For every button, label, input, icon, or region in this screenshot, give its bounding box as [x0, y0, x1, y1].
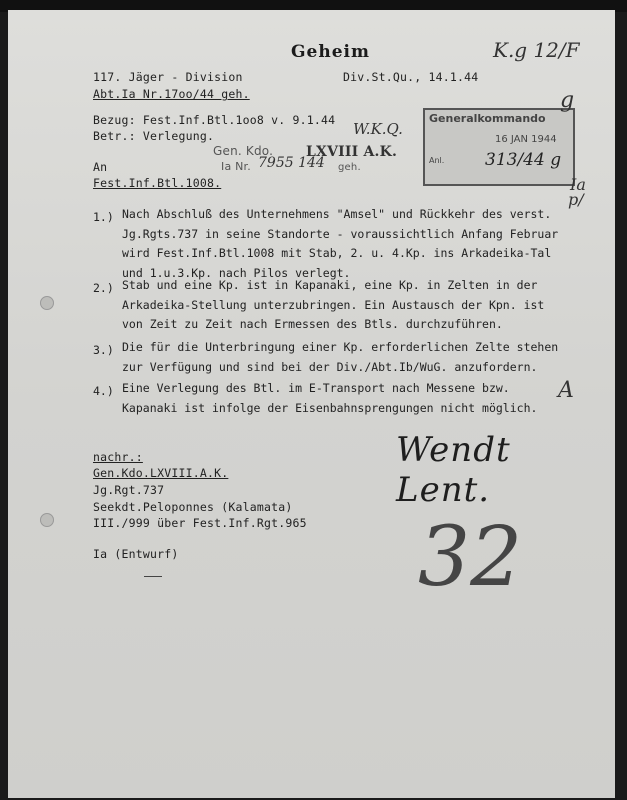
corps-stamp-line1: Gen. Kdo.: [213, 144, 274, 158]
item-number: 3.): [93, 343, 114, 357]
corps-stamp-prefix: Ia Nr.: [221, 160, 251, 173]
classification-title: Geheim: [291, 42, 370, 62]
document-page: [8, 10, 615, 798]
item-line: Kapanaki ist infolge der Eisenbahnsprengungen nicht möglich.: [122, 400, 538, 415]
item-line: Eine Verlegung des Btl. im E-Transport nach Messene bzw.: [122, 381, 510, 395]
corps-stamp-number: 7955 144: [258, 155, 325, 171]
item-number: 1.): [93, 210, 114, 224]
stamp-date: 16 JAN 1944: [495, 134, 557, 145]
item-line: Die für die Unterbringung einer Kp. erforderlichen Zelte stehen: [122, 340, 559, 354]
signature: Wendt Lent.: [396, 430, 511, 510]
item-line: Stab und eine Kp. ist in Kapanaki, eine Kp. in Zelten in der: [122, 278, 538, 292]
item-line: Nach Abschluß des Unternehmens "Amsel" und Rückkehr des verst.: [122, 207, 552, 221]
stamp-number: 313/44 g: [485, 150, 562, 170]
distribution-item: III./999 über Fest.Inf.Rgt.965: [93, 516, 307, 530]
item-number: 2.): [93, 281, 114, 295]
handwritten-margin-note: Ia: [570, 175, 586, 194]
subject-line: Betr.: Verlegung.: [93, 129, 215, 143]
item-line: und 1.u.3.Kp. nach Pilos verlegt.: [122, 265, 351, 280]
punch-hole-bottom: [40, 513, 54, 527]
reference-line: Bezug: Fest.Inf.Btl.1oo8 v. 9.1.44: [93, 113, 336, 127]
distribution-label: nachr.:: [93, 450, 143, 464]
distribution-item: Seekdt.Peloponnes (Kalamata): [93, 500, 293, 514]
handwritten-file-mark: K.g 12/F: [493, 38, 580, 62]
item-number: 4.): [93, 384, 114, 398]
stamp-label: Anl.: [429, 156, 445, 165]
stamp-header: Generalkommando: [429, 112, 546, 125]
handwritten-paraphe: p/: [568, 190, 584, 209]
distribution-item: Gen.Kdo.LXVIII.A.K.: [93, 466, 229, 480]
distribution-item: Jg.Rgt.737: [93, 483, 165, 497]
recipient: Fest.Inf.Btl.1008.: [93, 176, 222, 190]
item-line: zur Verfügung und sind bei der Div./Abt.Ib/WuG. anzufordern.: [122, 359, 538, 374]
punch-hole-top: [40, 296, 54, 310]
item-line: Arkadeika-Stellung unterzubringen. Ein Austausch der Kpn. ist: [122, 297, 545, 312]
divider: [144, 576, 162, 577]
addressee-label: An: [93, 160, 108, 174]
handwritten-initials: W.K.Q.: [353, 120, 403, 138]
item-line: wird Fest.Inf.Btl.1008 mit Stab, 2. u. 4.Kp. ins Arkadeika-Tal: [122, 246, 552, 260]
reference-number: Abt.Ia Nr.17oo/44 geh.: [93, 87, 250, 101]
received-stamp: [423, 108, 575, 186]
page-number-handwritten: 32: [418, 510, 523, 605]
draft-note: Ia (Entwurf): [93, 547, 179, 561]
corps-stamp-name: LXVIII A.K.: [306, 144, 398, 160]
location-date: Div.St.Qu., 14.1.44: [343, 70, 479, 84]
item-line: von Zeit zu Zeit nach Ermessen des Btls. durchzuführen.: [122, 317, 503, 331]
item-line: Jg.Rgts.737 in seine Standorte - voraussichtlich Anfang Februar: [122, 226, 559, 241]
corps-stamp-secret: geh.: [338, 162, 361, 173]
handwritten-check-mark: A: [558, 378, 574, 403]
division-name: 117. Jäger - Division: [93, 70, 243, 84]
handwritten-margin-mark: g: [560, 88, 575, 113]
